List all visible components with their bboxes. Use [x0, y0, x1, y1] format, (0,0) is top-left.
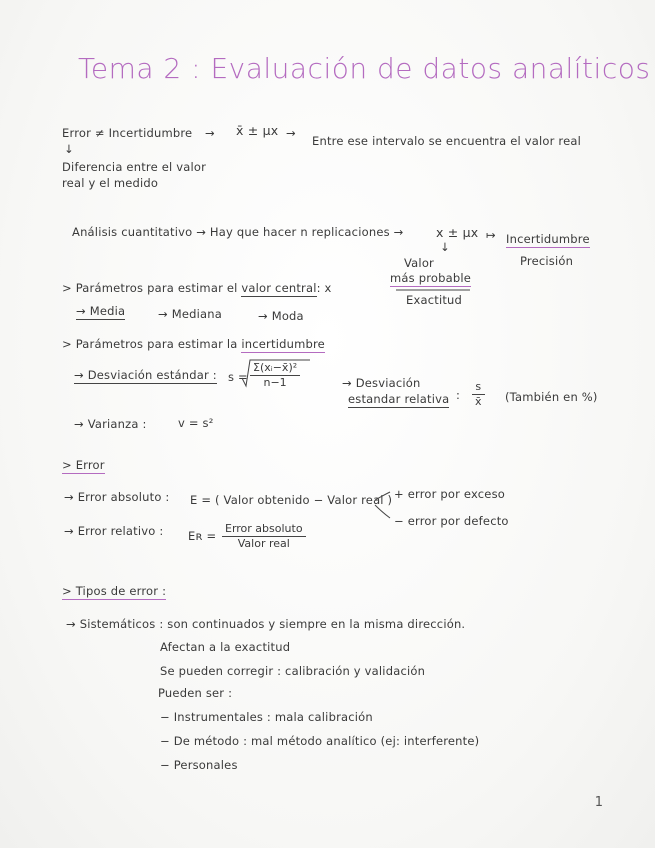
- incert-heading-text: > Parámetros para estimar la: [62, 337, 238, 351]
- error-definition-line1: Diferencia entre el valor: [62, 160, 207, 174]
- er-numerator: Error absoluto: [222, 522, 306, 537]
- interval-description: Entre ese intervalo se encuentra el valor real: [312, 134, 581, 148]
- analisis-line: Análisis cuantitativo → Hay que hacer n replicaciones →: [72, 225, 404, 239]
- valor-label: Valor: [404, 256, 434, 270]
- mediana-item: → Mediana: [158, 307, 222, 321]
- analisis-formula: x ± μx: [436, 225, 479, 240]
- error-exceso: + error por exceso: [394, 487, 506, 501]
- tipos-line2: Se pueden corregir : calibración y validación: [160, 664, 426, 678]
- er-equals: Eʀ =: [188, 529, 217, 543]
- incertidumbre-heading-text: incertidumbre: [241, 337, 325, 351]
- arrow: →: [205, 126, 215, 140]
- tipos-line1: Afectan a la exactitud: [160, 640, 291, 654]
- sqrt-sign-icon: [242, 360, 310, 386]
- desviacion-denominator: n−1: [263, 376, 287, 389]
- desviacion-numerator: Σ(xᵢ−x̄)²: [250, 361, 300, 376]
- colon: :: [456, 388, 461, 402]
- tipos-heading-text: > Tipos de error :: [62, 584, 167, 598]
- error-vs-incertidumbre: Error ≠ Incertidumbre: [62, 126, 193, 140]
- tipos-line6: − Personales: [160, 758, 238, 772]
- media-text: → Media: [76, 304, 126, 318]
- exceso-arrow-icon: [375, 492, 390, 500]
- moda-item: → Moda: [258, 309, 304, 323]
- error-relativo-label: → Error relativo :: [64, 524, 164, 538]
- sistematicos-line: → Sistemáticos : son continuados y siempre en la misma dirección.: [66, 617, 466, 631]
- mas-probable-text: más probable: [390, 271, 472, 285]
- interval-formula: x̄ ± μx: [236, 123, 279, 138]
- incertidumbre-text: Incertidumbre: [506, 232, 590, 246]
- relativa-denominator: x̄: [475, 395, 482, 408]
- varianza-label: → Varianza :: [74, 417, 147, 431]
- down-arrow-icon: ↓: [64, 142, 74, 156]
- exactitud-label: Exactitud: [406, 293, 463, 307]
- error-defecto: − error por defecto: [394, 514, 509, 528]
- error-heading-text: > Error: [62, 458, 105, 472]
- defecto-arrow-icon: [375, 505, 390, 518]
- precision-label: Precisión: [520, 254, 574, 268]
- desviacion-text: → Desviación estándar :: [74, 368, 217, 382]
- desviacion-relativa-line1: → Desviación: [342, 376, 421, 390]
- arrow: ↦: [486, 228, 496, 242]
- central-heading-end: : x: [316, 281, 332, 295]
- relativa-note: (También en %): [505, 390, 598, 404]
- relativa-numerator: s: [472, 380, 485, 395]
- error-absoluto-formula: E = ( Valor obtenido − Valor real ): [190, 493, 393, 507]
- relativa-text: estandar relativa: [348, 392, 450, 406]
- tipos-line4: − Instrumentales : mala calibración: [160, 710, 373, 724]
- central-heading-text: > Parámetros para estimar el: [62, 281, 238, 295]
- page-number: 1: [594, 795, 603, 810]
- tipos-line5: − De método : mal método analítico (ej: interferente): [160, 734, 480, 748]
- varianza-formula: v = s²: [178, 416, 214, 430]
- page-title: Tema 2 : Evaluación de datos analíticos: [78, 52, 651, 85]
- error-absoluto-label: → Error absoluto :: [64, 490, 170, 504]
- er-denominator: Valor real: [237, 537, 290, 550]
- s-equals: s =: [228, 370, 248, 384]
- arrow: →: [286, 126, 296, 140]
- down-arrow-icon: ↓: [440, 240, 450, 254]
- error-definition-line2: real y el medido: [62, 176, 159, 190]
- tipos-line3: Pueden ser :: [158, 686, 233, 700]
- valor-central-text: valor central: [241, 281, 317, 295]
